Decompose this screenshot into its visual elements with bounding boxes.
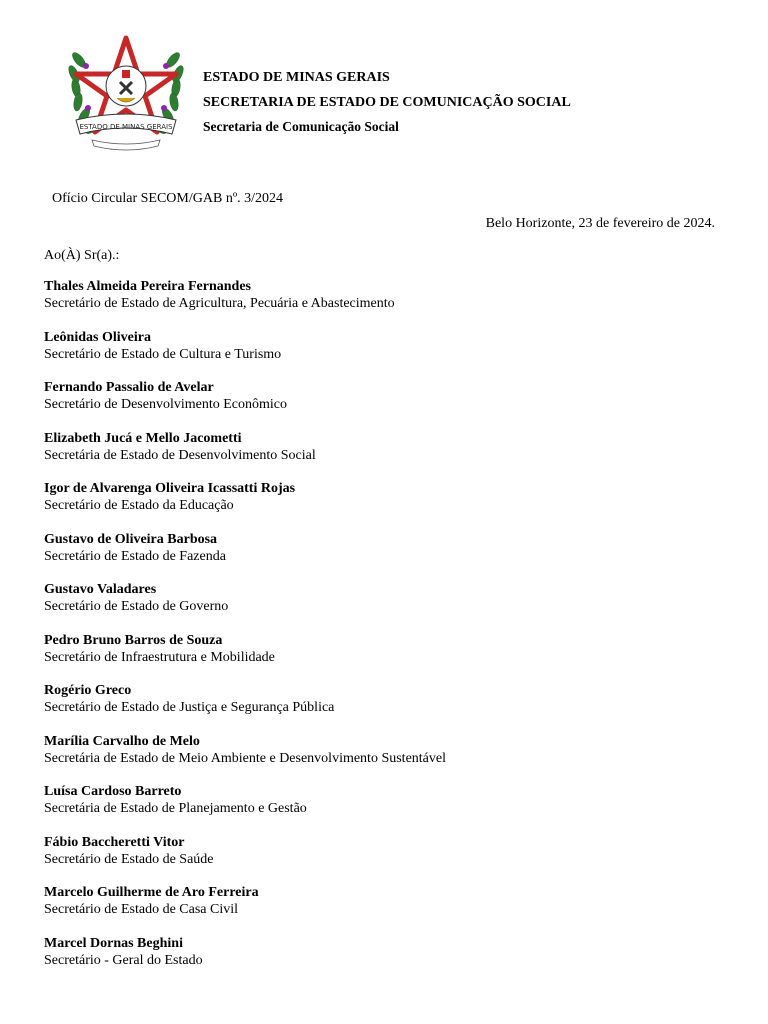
recipient-item <box>44 430 446 481</box>
recipient-item <box>44 884 446 935</box>
recipient-name: Gustavo Valadares <box>44 582 157 597</box>
recipient-item <box>44 834 446 885</box>
recipient-name: Gustavo de Oliveira Barbosa <box>44 531 218 547</box>
svg-text:ESTADO DE MINAS GERAIS: ESTADO DE MINAS GERAIS <box>79 123 173 131</box>
recipient-role: Secretário de Estado da Educação <box>44 498 234 513</box>
recipient-name: Pedro Bruno Barros de Souza <box>44 632 223 648</box>
recipient-name: Marcelo Guilherme de Aro Ferreira <box>44 885 259 900</box>
recipient-list <box>44 278 446 985</box>
recipient-item <box>44 329 446 380</box>
recipient-name: Marcel Dornas Beghini <box>44 935 183 951</box>
recipient-name: Thales Almeida Pereira Fernandes <box>44 279 251 294</box>
recipient-item <box>44 682 446 733</box>
recipient-role: Secretário de Estado de Saúde <box>44 851 214 867</box>
recipient-role: Secretária de Estado de Meio Ambiente e Desenvolvimento Sustentável <box>44 750 446 766</box>
recipient-item <box>44 733 446 784</box>
header-department-name: Secretaria de Comunicação Social <box>203 119 399 134</box>
recipient-item <box>44 783 446 834</box>
recipient-name: Rogério Greco <box>44 683 132 698</box>
header-secretariat-name: SECRETARIA DE ESTADO DE COMUNICAÇÃO SOCIAL <box>203 95 571 110</box>
recipient-item <box>44 379 446 430</box>
recipient-role: Secretário de Estado de Casa Civil <box>44 902 238 917</box>
recipient-item <box>44 581 446 632</box>
recipient-role: Secretário - Geral do Estado <box>44 952 203 968</box>
header-state-name: ESTADO DE MINAS GERAIS <box>203 70 390 85</box>
recipient-role: Secretário de Estado de Governo <box>44 599 229 614</box>
recipient-name: Fábio Baccheretti Vitor <box>44 834 185 850</box>
salutation: Ao(À) Sr(a).: <box>44 248 120 263</box>
recipient-name: Elizabeth Jucá e Mello Jacometti <box>44 430 242 446</box>
recipient-role: Secretário de Desenvolvimento Econômico <box>44 397 287 412</box>
document-date: Belo Horizonte, 23 de fevereiro de 2024. <box>485 216 715 231</box>
recipient-role: Secretária de Estado de Desenvolvimento Social <box>44 447 316 463</box>
recipient-item <box>44 531 446 582</box>
recipient-name: Marília Carvalho de Melo <box>44 733 200 749</box>
recipient-name: Igor de Alvarenga Oliveira Icassatti Rojas <box>44 481 296 496</box>
coat-of-arms-icon <box>62 30 190 158</box>
recipient-role: Secretário de Estado de Fazenda <box>44 548 226 564</box>
recipient-item <box>44 480 446 531</box>
recipient-role: Secretário de Infraestrutura e Mobilidade <box>44 649 275 665</box>
recipient-name: Fernando Passalio de Avelar <box>44 380 214 395</box>
recipient-item <box>44 935 446 986</box>
recipient-role: Secretário de Estado de Justiça e Segurança Pública <box>44 700 335 715</box>
oficio-number: Ofício Circular SECOM/GAB nº. 3/2024 <box>52 191 284 206</box>
recipient-role: Secretário de Estado de Agricultura, Pecuária e Abastecimento <box>44 296 395 311</box>
recipient-item <box>44 278 446 329</box>
recipient-role: Secretária de Estado de Planejamento e Gestão <box>44 801 307 816</box>
recipient-name: Luísa Cardoso Barreto <box>44 784 182 799</box>
recipient-role: Secretário de Estado de Cultura e Turismo <box>44 346 282 362</box>
recipient-name: Leônidas Oliveira <box>44 329 151 345</box>
recipient-item <box>44 632 446 683</box>
